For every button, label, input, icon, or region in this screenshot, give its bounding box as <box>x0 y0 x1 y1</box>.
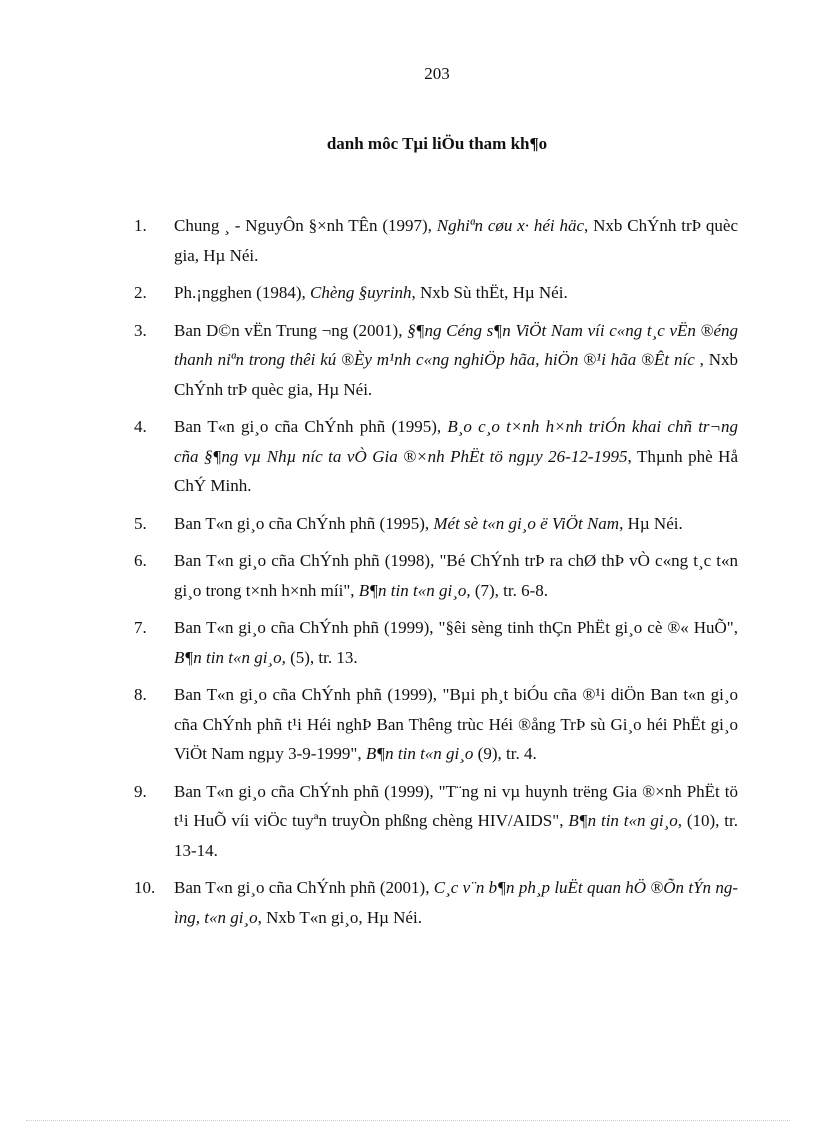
reference-item <box>134 873 738 932</box>
reference-number: 2. <box>134 283 147 302</box>
reference-number: 10. <box>134 878 156 897</box>
page-bottom-rule <box>26 1120 790 1121</box>
reference-title: B¶n tin t«n gi¸o <box>568 811 678 830</box>
reference-publisher: , Hµ Néi. <box>619 513 683 533</box>
reference-text <box>174 316 738 405</box>
reference-text <box>174 412 738 501</box>
reference-text <box>174 509 738 539</box>
reference-text <box>174 873 738 932</box>
reference-item <box>134 278 738 308</box>
reference-item <box>134 680 738 769</box>
reference-author-year: Ban T«n gi¸o cña ChÝnh phñ (1998), "Bé ChÝnh trÞ ra chØ thÞ vÒ c«ng t¸c t«n gi¸o trong t×nh h×nh míi", <box>174 551 738 600</box>
reference-number: 6. <box>134 551 147 570</box>
reference-title: B¶n tin t«n gi¸o, <box>358 580 471 600</box>
reference-title: Chèng §uyrinh <box>309 283 412 302</box>
reference-publisher: (5), tr. 13. <box>285 647 358 667</box>
reference-publisher: , (10), tr. 13-14. <box>174 811 738 860</box>
reference-text <box>174 613 738 672</box>
reference-number: 4. <box>134 417 147 436</box>
reference-number: 9. <box>134 781 147 801</box>
reference-publisher: , Nxb T«n gi¸o, Hµ Néi. <box>257 907 422 927</box>
reference-title: Mét sè t«n gi¸o ë ViÖt Nam <box>433 513 620 533</box>
reference-publisher: , Thµnh phè Hå ChÝ Minh. <box>174 446 738 495</box>
reference-title: B¶n tin t«n gi¸o, <box>174 647 286 667</box>
page-number: 203 <box>424 64 450 83</box>
reference-author-year: Ban T«n gi¸o cña ChÝnh phñ (2001), <box>174 878 434 897</box>
reference-title: B¸o c¸o t×nh h×nh triÓn khai chñ tr¬ng cña §¶ng vµ Nhµ níc ta vÒ Gia ®×nh PhËt tö ngµy 26-12-1995 <box>174 417 738 466</box>
reference-publisher: , Nxb ChÝnh trÞ quèc gia, Hµ Néi. <box>174 216 738 265</box>
reference-text <box>174 211 738 270</box>
reference-item <box>134 211 738 270</box>
reference-text <box>174 680 738 769</box>
reference-number: 7. <box>134 618 147 637</box>
reference-publisher: (7), tr. 6-8. <box>470 580 549 600</box>
reference-number: 1. <box>134 216 147 235</box>
reference-author-year: Ban T«n gi¸o cña ChÝnh phñ (1995), <box>174 513 434 533</box>
reference-author-year: Ban T«n gi¸o cña ChÝnh phñ (1999), "Bµi ph¸t biÓu cña ®¹i diÖn Ban t«n gi¸o cña ChÝnh phñ t¹i Héi nghÞ Ban Thêng trùc Héi ®ång TrÞ sù Gi¸o héi PhËt gi¸o ViÖt Nam ngµy 3-9-1999", <box>174 685 738 763</box>
bibliography-title: danh môc Tµi liÖu tham kh¶o <box>326 134 548 153</box>
reference-item <box>134 412 738 501</box>
reference-publisher: (9), tr. 4. <box>473 744 537 763</box>
reference-publisher: , Nxb ChÝnh trÞ quèc gia, Hµ Néi. <box>174 350 738 399</box>
reference-publisher: , Nxb Sù thËt, Hµ Néi. <box>411 283 568 302</box>
reference-author-year: Chung ¸ - NguyÔn §×nh TÊn (1997), <box>174 216 437 235</box>
reference-title: C¸c v¨n b¶n ph¸p luËt quan hÖ ®Õn tÝn ngìng, t«n gi¸o <box>174 878 739 927</box>
reference-title: B¶n tin t«n gi¸o <box>365 744 474 763</box>
reference-item <box>134 316 738 405</box>
reference-number: 8. <box>134 685 147 704</box>
reference-number: 3. <box>134 320 147 340</box>
reference-author-year: Ban T«n gi¸o cña ChÝnh phñ (1999), "§êi sèng tinh thÇn PhËt gi¸o cè ®« HuÕ", <box>174 618 738 637</box>
reference-item <box>134 546 738 605</box>
reference-text <box>174 546 738 605</box>
reference-author-year: Ban T«n gi¸o cña ChÝnh phñ (1999), "T¨ng ni vµ huynh trëng Gia ®×nh PhËt tö t¹i HuÕ víi viÖc tuyªn truyÒn phßng chèng HIV/AIDS", <box>174 781 738 830</box>
reference-author-year: Ban D©n vËn Trung ¬ng (2001), <box>174 320 408 340</box>
reference-item <box>134 777 738 866</box>
reference-item <box>134 613 738 672</box>
reference-item <box>134 509 738 539</box>
reference-text <box>174 777 738 866</box>
reference-author-year: Ban T«n gi¸o cña ChÝnh phñ (1995), <box>174 417 448 436</box>
reference-title: §¶ng Céng s¶n ViÖt Nam víi c«ng t¸c vËn ®éng thanh niªn trong thêi kú ®Èy m¹nh c«ng nghiÖp hãa, hiÖn ®¹i hãa ®Êt níc <box>174 320 738 369</box>
reference-author-year: Ph.¡ngghen (1984), <box>174 283 310 302</box>
reference-title: Nghiªn cøu x· héi häc <box>436 216 585 235</box>
reference-list <box>134 211 738 940</box>
reference-text <box>174 278 738 308</box>
reference-number: 5. <box>134 513 147 533</box>
